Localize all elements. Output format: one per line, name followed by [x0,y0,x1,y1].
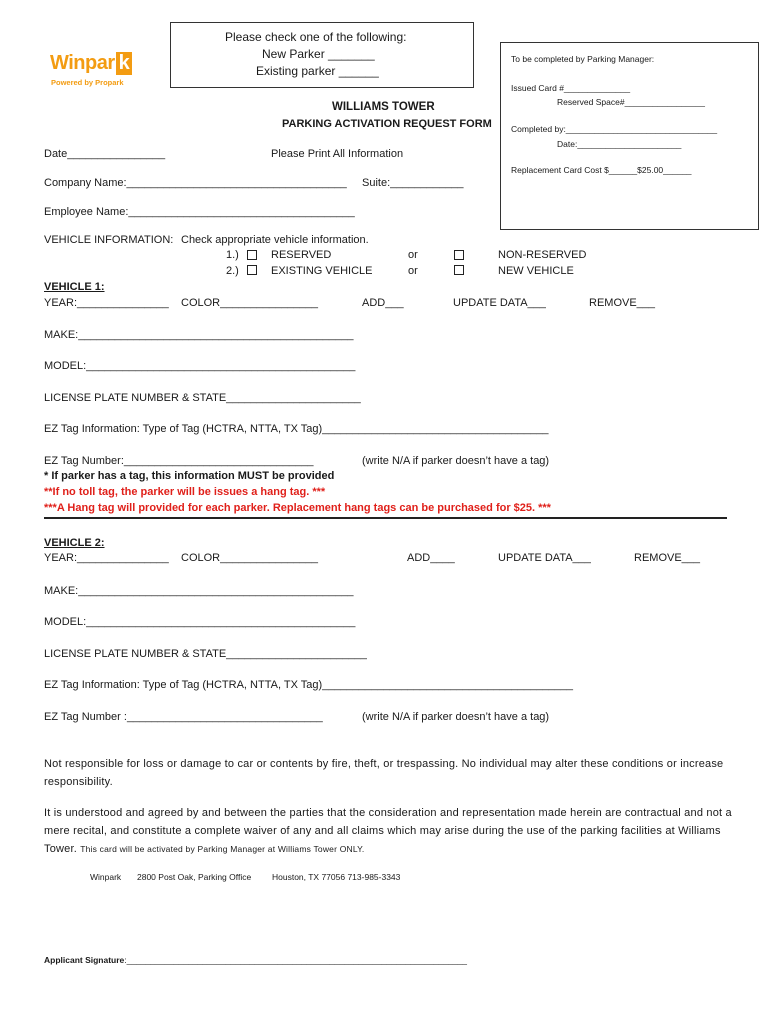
vehicle-1-model-field[interactable]: MODEL:____________________________________________ [44,360,356,372]
existing-parker-field[interactable]: Existing parker ______ [256,64,379,78]
manager-date-field[interactable]: Date:______________________ [557,139,682,149]
parker-type-prompt: Please check one of the following: [225,30,407,44]
section-divider [44,517,727,519]
reserved-label: RESERVED [271,249,332,261]
company-name-field[interactable]: Company Name:____________________________________ [44,177,347,189]
vehicle-2-heading: VEHICLE 2: [44,537,105,549]
issued-card-field[interactable]: Issued Card #______________ [511,83,631,93]
vehicle-1-year-field[interactable]: YEAR:_______________ [44,297,169,309]
new-vehicle-label: NEW VEHICLE [498,265,574,277]
vehicle-1-heading: VEHICLE 1: [44,281,105,293]
vehicle-2-make-field[interactable]: MAKE:_____________________________________________ [44,585,354,597]
vehicle-2-eztag-number-field[interactable]: EZ Tag Number :________________________________ [44,711,323,723]
vehicle-2-model-field[interactable]: MODEL:____________________________________________ [44,616,356,628]
or-label-1: or [408,249,418,261]
logo-wordmark: Winpar k [50,52,132,75]
vehicle-1-make-field[interactable]: MAKE:_____________________________________________ [44,329,354,341]
logo-tagline: Powered by Propark [51,78,124,87]
vehicle-1-remove-field[interactable]: REMOVE___ [589,297,656,309]
vehicle-2-year-field[interactable]: YEAR:_______________ [44,552,169,564]
option-2-number: 2.) [226,265,239,277]
replacement-hang-tag-note: ***A Hang tag will provided for each parker. Replacement hang tags can be purchased for $25. *** [44,502,551,514]
or-label-2: or [408,265,418,277]
vehicle-2-eztag-type-field[interactable]: EZ Tag Information: Type of Tag (HCTRA, NTTA, TX Tag)_________________________________________ [44,679,573,691]
existing-vehicle-checkbox[interactable] [247,265,257,275]
new-vehicle-checkbox[interactable] [454,265,464,275]
employee-name-field[interactable]: Employee Name:_____________________________________ [44,206,355,218]
date-field[interactable]: Date________________ [44,148,166,160]
signature-label: Applicant Signature [44,955,125,965]
vehicle-2-remove-field[interactable]: REMOVE___ [634,552,701,564]
vehicle-2-update-field[interactable]: UPDATE DATA___ [498,552,591,564]
new-parker-field[interactable]: New Parker _______ [262,47,375,61]
manager-box-title: To be completed by Parking Manager: [511,54,655,64]
vehicle-info-label: VEHICLE INFORMATION: [44,234,174,246]
logo-mark: k [116,52,133,75]
vehicle-1-plate-field[interactable]: LICENSE PLATE NUMBER & STATE______________________ [44,392,361,404]
winpark-logo [50,52,150,92]
option-1-number: 1.) [226,249,239,261]
form-title: PARKING ACTIVATION REQUEST FORM [282,118,492,130]
vehicle-1-color-field[interactable]: COLOR________________ [181,297,319,309]
non-reserved-checkbox[interactable] [454,250,464,260]
vehicle-1-add-field[interactable]: ADD___ [362,297,404,309]
reserved-checkbox[interactable] [247,250,257,260]
existing-vehicle-label: EXISTING VEHICLE [271,265,373,277]
vehicle-1-eztag-number-field[interactable]: EZ Tag Number:_______________________________ [44,455,314,467]
vehicle-1-update-field[interactable]: UPDATE DATA___ [453,297,546,309]
vehicle-2-eztag-na-note: (write N/A if parker doesn’t have a tag) [362,711,550,723]
liability-disclaimer: Not responsible for loss or damage to car or contents by fire, theft, or trespassing. No individual may alter these conditions or increase responsibility. [44,758,724,788]
completed-by-field[interactable]: Completed by:________________________________ [511,124,718,134]
building-name: WILLIAMS TOWER [332,101,435,113]
footer-address: 2800 Post Oak, Parking Office [137,872,252,882]
activation-note: This card will be activated by Parking Manager at Williams Tower ONLY. [80,844,365,854]
hang-tag-note: **If no toll tag, the parker will be issues a hang tag. *** [44,486,326,498]
suite-field[interactable]: Suite:____________ [362,177,464,189]
vehicle-info-instruction: Check appropriate vehicle information. [181,234,369,246]
manager-box [500,42,759,230]
signature-row [44,955,467,965]
waiver-paragraph [44,804,734,858]
replacement-cost: Replacement Card Cost $______$25.00______ [511,165,692,175]
vehicle-2-add-field[interactable]: ADD____ [407,552,455,564]
print-note: Please Print All Information [271,148,404,160]
footer-city-phone: Houston, TX 77056 713-985-3343 [272,872,401,882]
waiver-text: It is understood and agreed by and between the parties that the consideration and representation made herein are contractual and not a mere recital, and constitute a complete waiver of any and all claims which may arise during the use of the parking facilities at Williams Tower. [44,807,732,855]
vehicle-2-color-field[interactable]: COLOR________________ [181,552,319,564]
signature-line[interactable]: :________________________________________________________________________ [124,955,468,965]
reserved-space-field[interactable]: Reserved Space#_________________ [557,97,705,107]
footer-company: Winpark [90,872,122,882]
vehicle-1-eztag-type-field[interactable]: EZ Tag Information: Type of Tag (HCTRA, NTTA, TX Tag)_____________________________________ [44,423,549,435]
vehicle-1-eztag-na-note: (write N/A if parker doesn’t have a tag) [362,455,550,467]
non-reserved-label: NON-RESERVED [498,249,587,261]
vehicle-2-plate-field[interactable]: LICENSE PLATE NUMBER & STATE_______________________ [44,648,367,660]
tag-required-note: * If parker has a tag, this information MUST be provided [44,470,335,482]
